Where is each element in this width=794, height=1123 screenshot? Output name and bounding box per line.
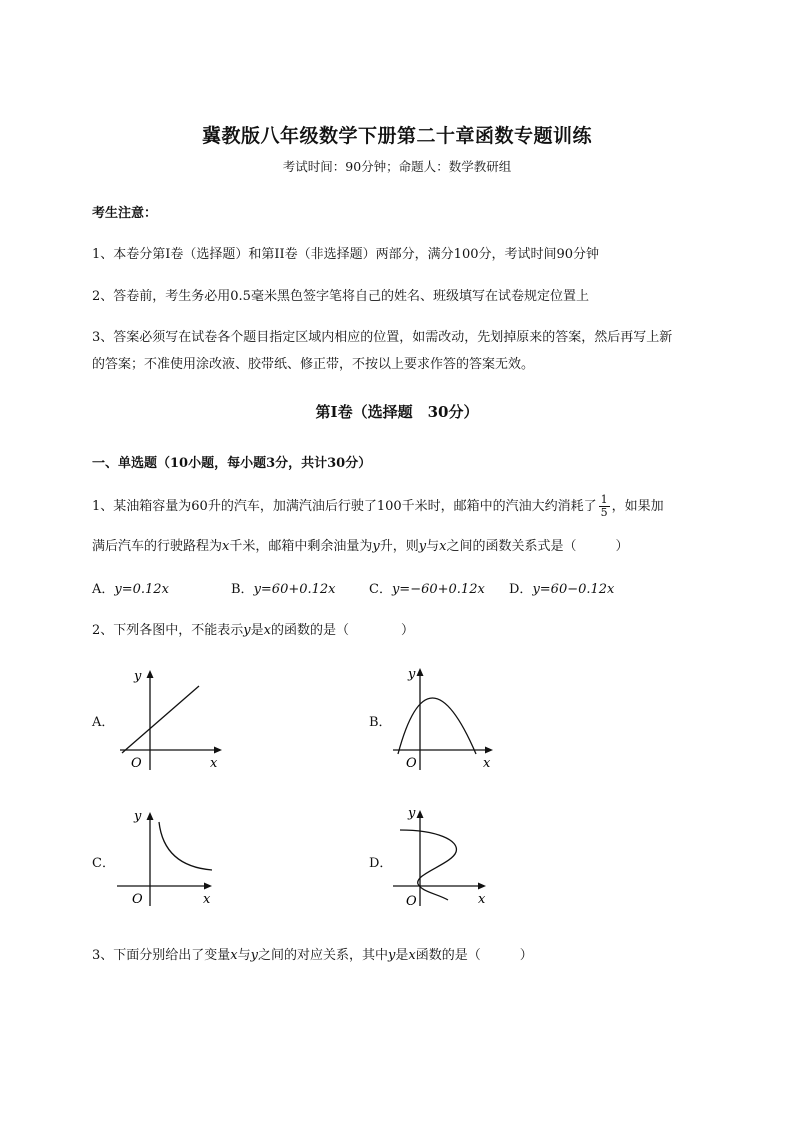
q2-text: 的函数的是（ ） (271, 623, 415, 638)
q2-option-a-label[interactable]: A． (92, 715, 115, 730)
var-x: x (408, 948, 416, 963)
option-label: B． (231, 582, 254, 597)
q2-stem (92, 619, 414, 638)
section-title: 第I卷（选择题 30分） (315, 403, 479, 421)
y-axis-arrow (417, 810, 424, 818)
x-axis-arrow (485, 747, 493, 754)
q2-option-c-label[interactable]: C． (92, 856, 115, 871)
q2-graph-b (388, 660, 503, 772)
q2-text: 是 (250, 623, 264, 638)
axis-label-y: y (408, 667, 416, 682)
q2-option-d-label[interactable]: D． (369, 856, 393, 871)
x-axis-arrow (214, 747, 222, 754)
graph-curve (159, 822, 212, 870)
q1-option-c[interactable] (369, 578, 485, 597)
q1-fraction (599, 494, 610, 519)
note-item: 3、答案必须写在试卷各个题目指定区域内相应的位置，如需改动，先划掉原来的答案，然后再写上新 (92, 330, 673, 345)
axis-label-x: x (483, 756, 491, 771)
q1-line1 (92, 494, 664, 519)
x-axis-arrow (204, 883, 212, 890)
option-expression: y=60+0.12x (253, 582, 336, 597)
option-expression: y=60−0.12x (532, 582, 615, 597)
axis-label-x: x (203, 892, 211, 907)
q1-text: 与 (426, 539, 440, 554)
q3-text: 是 (395, 948, 409, 963)
y-axis-arrow (417, 668, 424, 676)
var-x: x (263, 623, 271, 638)
var-x: x (222, 539, 230, 554)
q2-graph-d (388, 800, 503, 912)
y-axis-arrow (147, 670, 154, 678)
origin-label: O (131, 756, 142, 771)
notes-heading: 考生注意： (92, 206, 158, 221)
note-item: 的答案；不准使用涂改液、胶带纸、修正带，不按以上要求作答的答案无效。 (92, 357, 535, 372)
fraction-numerator: 1 (600, 493, 608, 506)
option-label: D． (509, 582, 533, 597)
var-x: x (230, 948, 238, 963)
var-y: y (372, 539, 380, 554)
q1-text: 千米，邮箱中剩余油量为 (229, 539, 373, 554)
q1-text: 之间的函数关系式是（ ） (446, 539, 629, 554)
axis-label-y: y (134, 669, 142, 684)
y-axis-arrow (147, 812, 154, 820)
q1-text: 满后汽车的行驶路程为 (92, 539, 223, 554)
var-y: y (418, 539, 427, 554)
fraction-denominator: 5 (600, 506, 608, 519)
graph-curve (398, 698, 476, 754)
q1-option-d[interactable] (509, 578, 614, 597)
q3-text: 函数的是（ ） (415, 948, 533, 963)
var-x: x (439, 539, 447, 554)
exam-subtitle: 考试时间：90分钟；命题人：数学教研组 (282, 159, 512, 174)
q1-option-b[interactable] (231, 578, 336, 597)
q2-text: 2、下列各图中，不能表示 (92, 623, 244, 638)
axis-label-y: y (134, 809, 142, 824)
axis-label-x: x (210, 756, 218, 771)
graph-curve (400, 830, 456, 900)
q1-text: 升，则 (379, 539, 419, 554)
q2-option-b-label[interactable]: B． (369, 715, 392, 730)
var-y: y (388, 948, 396, 963)
origin-label: O (406, 894, 417, 909)
option-expression: y=−60+0.12x (391, 582, 485, 597)
q1-text: 1、某油箱容量为60升的汽车，加满汽油后行驶了100千米时，邮箱中的汽油大约消耗了 (92, 499, 597, 514)
option-expression: y=0.12x (114, 582, 169, 597)
origin-label: O (132, 892, 143, 907)
q3-text: 之间的对应关系，其中 (258, 948, 389, 963)
section-subheading: 一、单选题（10小题，每小题3分，共计30分） (92, 456, 372, 471)
q2-graph-a (112, 660, 227, 772)
option-label: A． (92, 582, 115, 597)
graph-curve (122, 686, 199, 753)
q2-graph-c (112, 800, 227, 912)
axis-label-y: y (408, 806, 416, 821)
q3-text: 与 (237, 948, 251, 963)
axis-label-x: x (478, 892, 486, 907)
q1-text: ，如果加 (611, 499, 664, 514)
exam-title: 冀教版八年级数学下册第二十章函数专题训练 (201, 125, 592, 147)
q1-line2 (92, 535, 628, 554)
x-axis-arrow (478, 883, 486, 890)
var-y: y (250, 948, 258, 963)
q3-text: 3、下面分别给出了变量 (92, 948, 231, 963)
q3-stem (92, 944, 533, 963)
note-item: 1、本卷分第I卷（选择题）和第II卷（非选择题）两部分，满分100分，考试时间90分钟 (92, 247, 600, 262)
option-label: C． (369, 582, 392, 597)
note-item: 2、答卷前，考生务必用0.5毫米黑色签字笔将自己的姓名、班级填写在试卷规定位置上 (92, 289, 589, 304)
var-y: y (243, 623, 251, 638)
q1-option-a[interactable] (92, 578, 169, 597)
origin-label: O (406, 756, 417, 771)
